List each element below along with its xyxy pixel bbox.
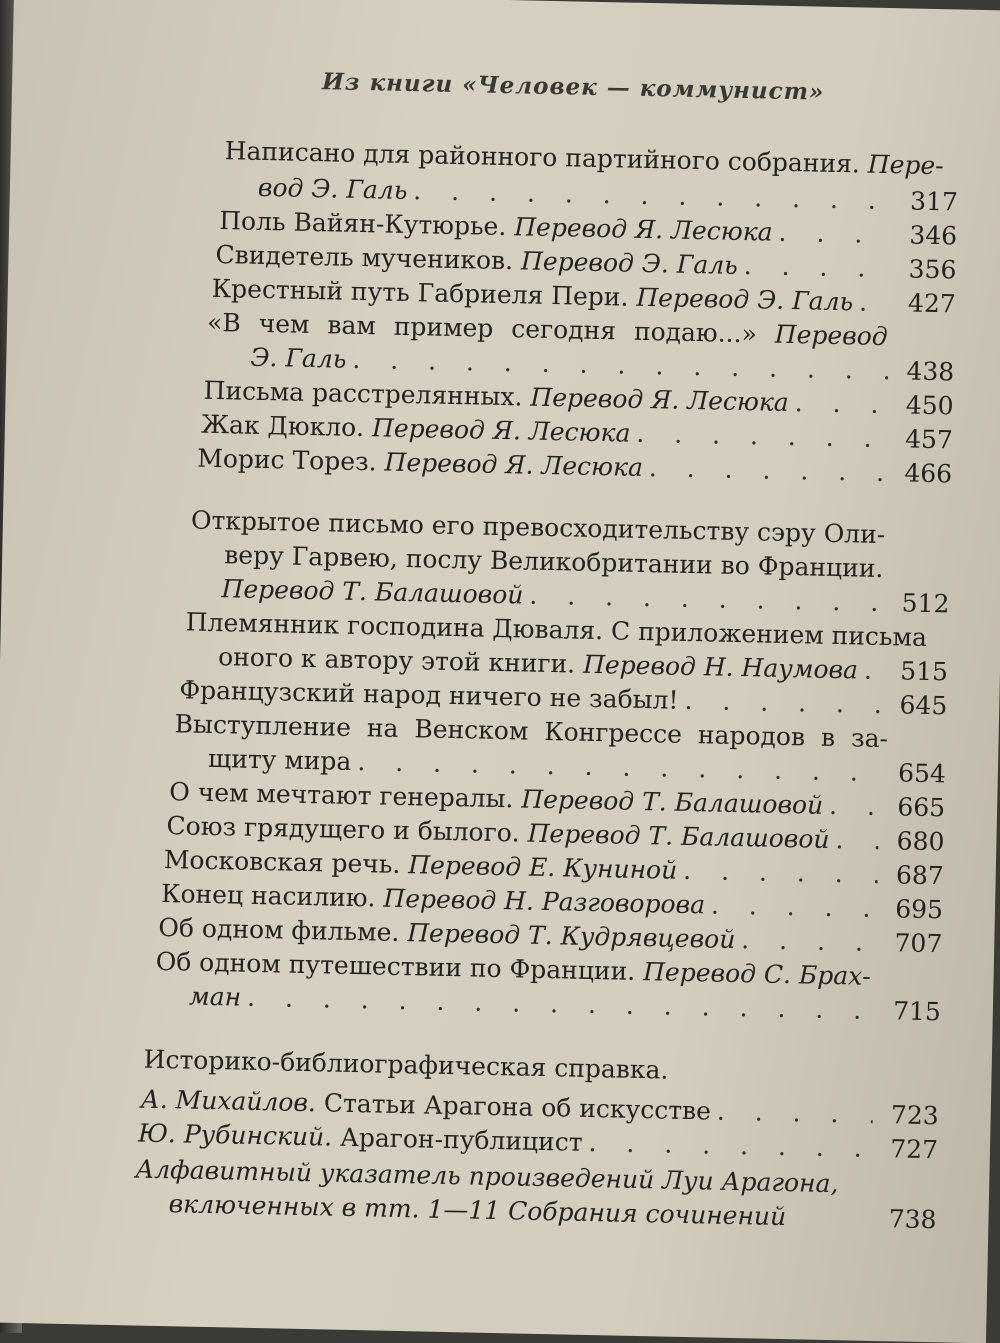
page-number: 680: [896, 826, 945, 857]
page-number: 317: [909, 186, 959, 217]
entry-translator: Перевод Т. Балашовой: [521, 784, 824, 820]
entry-translator: Перевод Я. Лесюка: [530, 382, 790, 417]
entry-title: Выступление на Венском Конгрессе народов в за-: [174, 709, 889, 754]
entry-translator: Э. Галь: [250, 342, 347, 374]
entry-title: Союз грядущего и былого.: [166, 811, 528, 848]
toc-entry-line: [143, 1043, 668, 1088]
leader-dots: [588, 1126, 872, 1166]
page-number: 512: [901, 588, 950, 619]
entry-title: Арагон-публицист: [339, 1122, 583, 1157]
entry-title: Племянник господина Дюваля. С приложением письма: [185, 607, 928, 652]
entry-title: «В чем вам пример сегодня подаю...»: [206, 307, 776, 349]
leader-dots: [794, 386, 888, 422]
entry-title: Алфавитный указатель произведений Луи Арагона,: [135, 1154, 839, 1199]
entry-translator: Перевод Н. Наумова: [582, 649, 859, 685]
entry-title: Написано для районного партийного собрания.: [224, 136, 869, 179]
page-number: 723: [890, 1100, 939, 1131]
page-number: 346: [909, 220, 958, 251]
page-number: 427: [907, 288, 956, 319]
page-number: 665: [897, 792, 946, 823]
entry-title: Крестный путь Габриеля Пери.: [211, 273, 637, 312]
entry-title: Московская речь.: [163, 845, 409, 880]
entry-translator: Перевод: [774, 319, 888, 352]
page-number: 727: [889, 1134, 939, 1165]
entry-translator: Перевод С. Брах-: [642, 957, 872, 991]
leader-dots: [864, 654, 883, 688]
entry-translator: Перевод Т. Балашовой: [221, 574, 524, 610]
leader-dots: [829, 789, 880, 824]
entry-title: Статьи Арагона об искусстве: [323, 1088, 712, 1126]
entry-translator: вод Э. Галь: [257, 172, 408, 205]
entry-translator: ман: [188, 981, 242, 1012]
page-number: 438: [906, 356, 955, 387]
leader-dots: [741, 923, 877, 960]
page-number: 645: [899, 690, 948, 721]
page-number: 356: [908, 254, 957, 285]
entry-author: А. Михайлов.: [140, 1084, 325, 1118]
entry-title: Жак Дюкло.: [200, 409, 373, 443]
entry-title: Конец насилию.: [160, 878, 384, 913]
page-number: 707: [894, 928, 943, 959]
entry-translator: Перевод Э. Галь: [636, 282, 854, 317]
page-number: 515: [899, 656, 949, 687]
leader-dots: [778, 216, 891, 252]
leader-dots: [684, 684, 881, 722]
entry-translator: Перевод Я. Лесюка: [371, 413, 631, 448]
entry-title: Об одном путешествии по Франции.: [155, 946, 644, 987]
entry-title: Морис Торез.: [196, 443, 385, 477]
entry-translator: Перевод Э. Галь: [520, 246, 739, 280]
leader-dots: [711, 888, 878, 925]
entry-translator: Перевод Е. Куниной: [408, 850, 678, 885]
entry-translator: Перевод Т. Кудрявцевой: [407, 918, 736, 954]
page-number: 695: [894, 894, 944, 925]
entry-title: Письма расстрелянных.: [203, 375, 531, 412]
entry-title: Историко-библиографическая справка.: [143, 1044, 669, 1085]
entry-title: Французский народ ничего не забыл!: [179, 675, 679, 715]
page-number: 687: [895, 860, 945, 891]
entry-translator: Перевод Я. Лесюка: [384, 447, 644, 482]
leader-dots: [649, 451, 887, 490]
entry-title: щиту мира: [207, 743, 352, 776]
page-number: 466: [904, 458, 953, 489]
page-number: 715: [892, 996, 942, 1027]
leader-dots: [743, 249, 890, 286]
page-number: 738: [888, 1204, 937, 1235]
page-number: 457: [904, 424, 954, 455]
entry-title: О чем мечтают генералы.: [169, 777, 522, 814]
leader-dots: [717, 1095, 873, 1132]
entry-title: Свидетель мучеников.: [215, 239, 522, 276]
entry-title: Об одном фильме.: [158, 912, 408, 948]
leader-dots: [636, 417, 887, 456]
entry-title: Открытое письмо его превосходительству сэру Оли-: [190, 505, 886, 550]
entry-author: Ю. Рубинский.: [137, 1118, 341, 1152]
entry-title: веру Гарвею, послу Великобритании во Франции.: [223, 540, 884, 584]
leader-dots: [683, 854, 878, 892]
entry-translator: Перевод Н. Разговорова: [383, 883, 706, 920]
section-heading: Из книги «Человек — коммунист»: [321, 68, 825, 106]
entry-title: оного к автору этой книги.: [217, 642, 584, 679]
entry-translator: Перевод Т. Балашовой: [527, 818, 830, 854]
leader-dots: [859, 285, 890, 320]
page-number: 450: [905, 390, 954, 421]
entry-title: включенных в тт. 1—11 Собрания сочинений: [168, 1189, 787, 1232]
entry-translator: Перевод Я. Лесюка: [513, 212, 773, 247]
page-number: 654: [897, 758, 947, 789]
leader-dots: [835, 823, 879, 858]
entry-title: Поль Вайян-Кутюрье.: [218, 206, 515, 242]
entry-translator: Пере-: [867, 149, 944, 181]
